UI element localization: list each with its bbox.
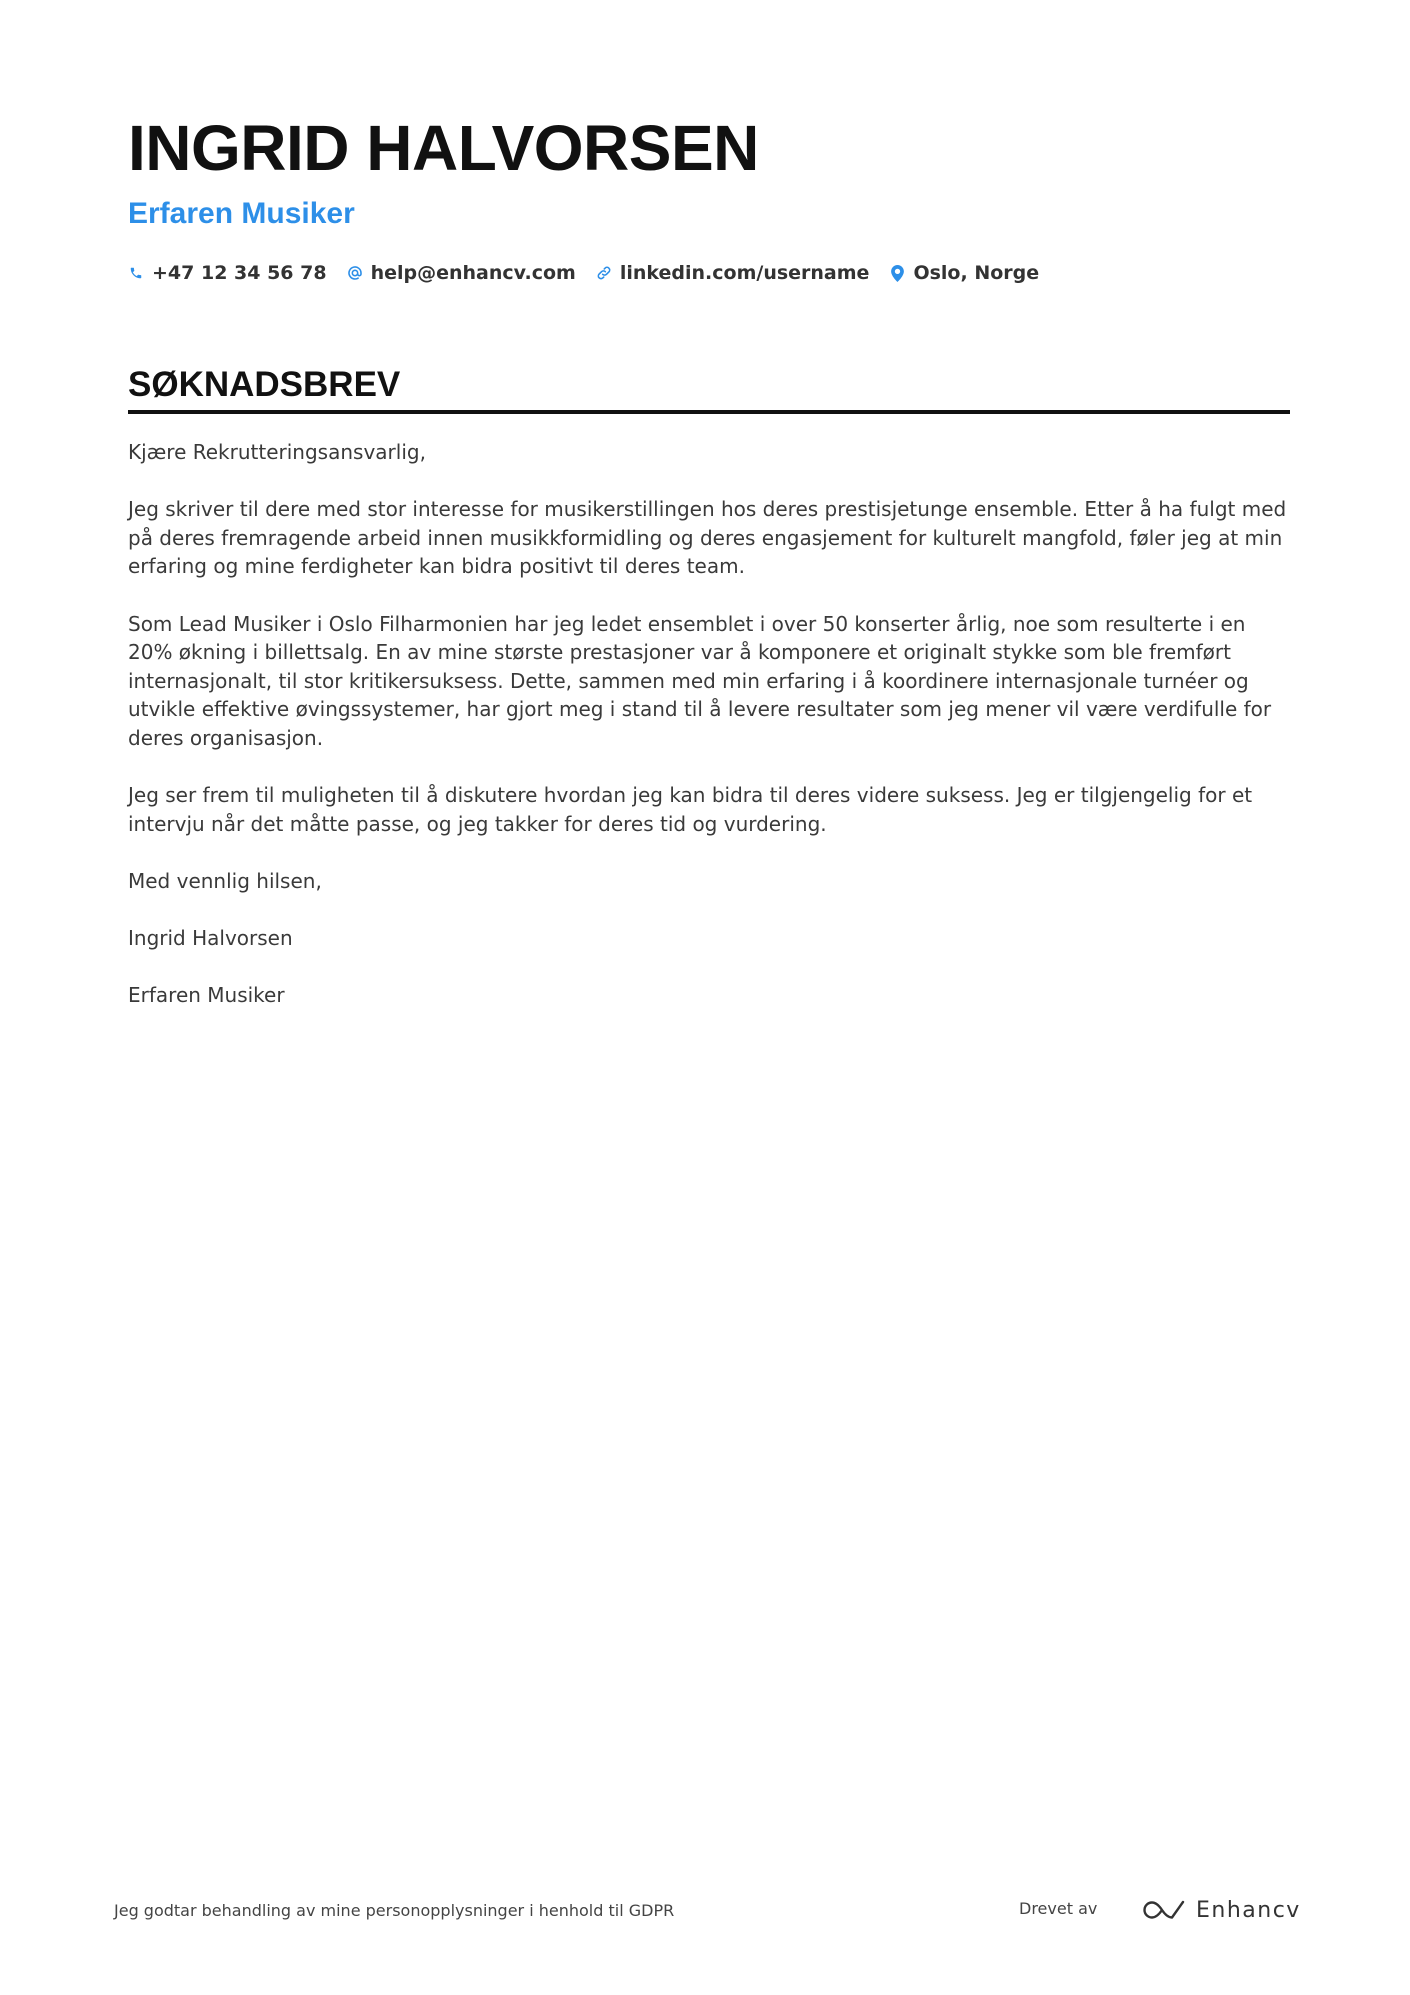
letter-paragraph: Jeg ser frem til muligheten til å diskutere hvordan jeg kan bidra til deres videre suksess. Jeg er tilgjengelig for et intervju når det måtte passe, og jeg takker for deres tid og vurdering.	[128, 783, 1253, 836]
enhancv-logo-icon	[1140, 1898, 1186, 1922]
signature-title: Erfaren Musiker	[128, 983, 285, 1008]
powered-by-label: Drevet av	[1019, 1899, 1098, 1918]
gdpr-consent-text: Jeg godtar behandling av mine personopplysninger i henhold til GDPR	[114, 1901, 675, 1920]
contact-linkedin[interactable]	[596, 262, 870, 284]
enhancv-brand-name: Enhancv	[1196, 1897, 1301, 1923]
contact-email[interactable]	[347, 262, 576, 284]
footer	[114, 1893, 1301, 1927]
letter-greeting: Kjære Rekrutteringsansvarlig,	[128, 440, 426, 464]
letter-paragraph: Jeg skriver til dere med stor interesse for musikerstillingen hos deres prestisjetunge ensemble. Etter å ha fulgt med på deres fremragende arbeid innen musikkformidling og deres engasjement for kulturelt mangfold, føler jeg at min erfaring og mine ferdigheter kan bidra positivt til deres team.	[128, 497, 1287, 579]
section-title: SØKNADSBREV	[128, 365, 401, 404]
location-text: Oslo, Norge	[913, 262, 1040, 284]
linkedin-text: linkedin.com/username	[619, 262, 870, 284]
section-divider	[128, 410, 1290, 414]
enhancv-logo-link[interactable]	[1140, 1893, 1301, 1927]
applicant-name: INGRID HALVORSEN	[128, 112, 759, 184]
email-text: help@enhancv.com	[370, 262, 576, 284]
at-icon	[347, 263, 363, 283]
applicant-title: Erfaren Musiker	[128, 197, 355, 230]
location-pin-icon	[889, 263, 905, 283]
contact-location	[889, 262, 1039, 284]
letter-paragraph: Som Lead Musiker i Oslo Filharmonien har jeg ledet ensemblet i over 50 konserter årlig, noe som resulterte i en 20% økning i billettsalg. En av mine største prestasjoner var å komponere et originalt stykke som ble fremført internasjonalt, til stor kritikersuksess. Dette, sammen med min erfaring i å koordinere internasjonale turnéer og utvikle effektive øvingssystemer, har gjort meg i stand til å levere resultater som jeg mener vil være verdifulle for deres organisasjon.	[128, 611, 1272, 750]
contact-phone	[128, 262, 327, 284]
phone-text: +47 12 34 56 78	[152, 262, 327, 284]
letter-body	[128, 438, 1290, 1010]
header	[128, 108, 1290, 290]
signature-name: Ingrid Halvorsen	[128, 926, 293, 951]
cover-letter-section	[128, 360, 1290, 1038]
phone-icon	[128, 263, 144, 283]
contact-list	[128, 256, 1290, 290]
link-icon	[596, 263, 612, 283]
letter-closing: Med vennlig hilsen,	[128, 868, 322, 893]
